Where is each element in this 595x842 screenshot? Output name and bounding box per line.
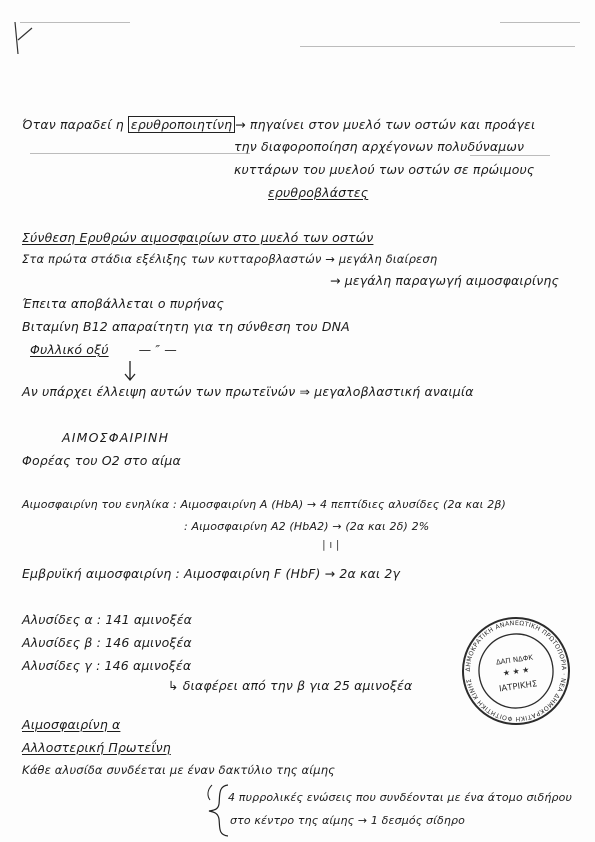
text-line-19: ↳ διαφέρει από την β για 25 αμινοξέα	[168, 678, 413, 693]
page-rule	[470, 155, 550, 156]
text-line-18: Αλυσίδες γ : 146 αμινοξέα	[22, 658, 192, 673]
stamp-outer-text: ΔΗΜΟΚΡΑΤΙΚΗ ΑΝΑΝΕΩΤΙΚΗ ΠΡΩΤΟΠΟΡΙΑ · ΝΕΑ ΔΗΜΟΚΡΑΤΙΚΗ ΦΟΙΤΗΤΙΚΗ ΚΙΝΗΣΗ	[464, 619, 568, 723]
text-line-13: Αιμοσφαιρίνη του ενηλίκα : Αιμοσφαιρίνη A (HbA) → 4 πεπτίδιες αλυσίδες (2α και 2β)	[22, 498, 506, 511]
text-line-10	[30, 342, 177, 357]
text-line-12: Φορέας του Ο2 στο αίμα	[22, 453, 181, 468]
text-segment: → πηγαίνει στον μυελό των οστών και προάγει	[235, 117, 536, 132]
text-line-11: Αν υπάρχει έλλειψη αυτών των πρωτεϊνών ⇒ μεγαλοβλαστική αναιμία	[22, 384, 474, 399]
brace-icon	[198, 782, 232, 838]
down-arrow-icon	[122, 360, 138, 382]
boxed-term: ερυθροποιητίνη	[128, 116, 235, 133]
ditto-mark: — ″ —	[138, 342, 177, 357]
tick-marks: | ı |	[322, 538, 340, 551]
text-line-1	[22, 117, 535, 132]
text-line-21: Κάθε αλυσίδα συνδέεται με έναν δακτύλιο της αίμης	[22, 763, 336, 777]
corner-mark-icon	[12, 20, 36, 56]
stamp-center-bottom: ΙΑΤΡΙΚΗΣ	[498, 679, 538, 695]
section-heading-synthesis: Σύνθεση Ερυθρών αιμοσφαιρίων στο μυελό των οστών	[22, 230, 374, 245]
text-line-7: → μεγάλη παραγωγή αιμοσφαιρίνης	[330, 273, 559, 288]
text-line-15: Εμβρυϊκή αιμοσφαιρίνη : Αιμοσφαιρίνη F (HbF) → 2α και 2γ	[22, 566, 401, 581]
text-line-17: Αλυσίδες β : 146 αμινοξέα	[22, 635, 192, 650]
text-line-2: την διαφοροποίηση αρχέγονων πολυδύναμων	[234, 139, 525, 154]
text-line-6: Στα πρώτα στάδια εξέλιξης των κυτταροβλαστών → μεγάλη διαίρεση	[22, 252, 438, 266]
section-heading-hemoglobin-a: Αιμοσφαιρίνη α	[22, 717, 121, 732]
text-line-3: κυττάρων του μυελού των οστών σε πρώιμους	[234, 162, 535, 177]
text-line-23: στο κέντρο της αίμης → 1 δεσμός σίδηρο	[230, 814, 466, 827]
text-segment: Φυλλικό οξύ	[30, 342, 109, 357]
page-rule	[500, 22, 580, 23]
page-rule	[30, 153, 250, 154]
text-line-8: Έπειτα αποβάλλεται ο πυρήνας	[22, 296, 224, 311]
text-line-16: Αλυσίδες α : 141 αμινοξέα	[22, 612, 193, 627]
stamp-center-top: ΔΑΠ ΝΔΦΚ	[495, 653, 534, 667]
text-line-14: : Αιμοσφαιρίνη A2 (HbA2) → (2α και 2δ) 2%	[184, 520, 430, 533]
organization-stamp	[436, 616, 595, 726]
text-line-20: Αλλοστερική Πρωτεΐνη	[22, 740, 171, 755]
page-rule	[300, 46, 575, 47]
section-heading-hemoglobin: ΑΙΜΟΣΦΑΙΡΙΝΗ	[62, 430, 170, 445]
text-segment: Όταν παραδεί η	[22, 117, 128, 132]
text-line-22: 4 πυρρολικές ενώσεις που συνδέονται με ένα άτομο σιδήρου	[228, 791, 573, 804]
svg-text:★ ★ ★: ★ ★ ★	[502, 665, 530, 678]
text-line-9: Βιταμίνη Β12 απαραίτητη για τη σύνθεση του DNA	[22, 319, 350, 334]
page-rule	[20, 22, 130, 23]
text-line-4: ερυθροβλάστες	[268, 185, 369, 200]
